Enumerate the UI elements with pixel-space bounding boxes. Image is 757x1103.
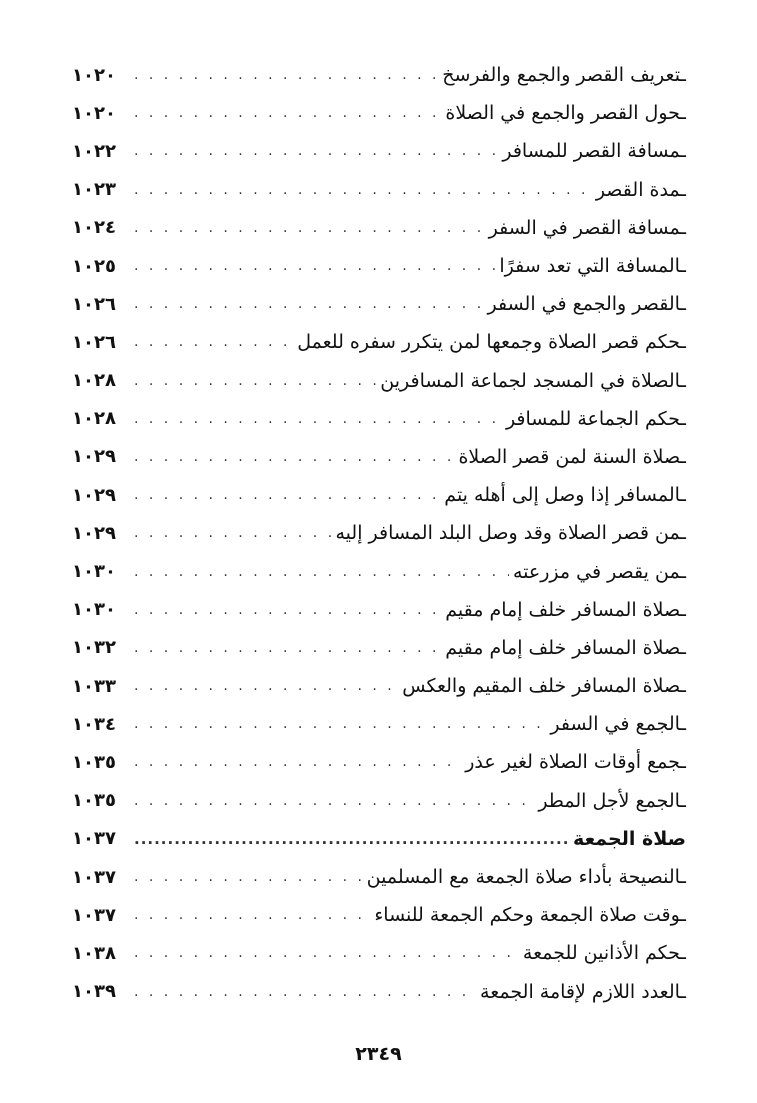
dot-leader [128,602,441,618]
dot-leader [128,830,569,848]
toc-entry-title: ـحكم الجماعة للمسافر [505,407,686,430]
dot-leader [128,67,438,83]
toc-page-number: ١٠٢٩ [72,446,116,468]
toc-section-row [72,820,686,858]
dot-leader [128,754,461,770]
toc-page-number: ١٠٣٠ [72,599,116,621]
toc-entry-title: ـصلاة المسافر خلف إمام مقيم [445,636,686,659]
toc-page-number: ١٠٣٥ [72,751,116,773]
toc-entry-title: ـجمع أوقات الصلاة لغير عذر [465,751,686,774]
toc-row [72,285,686,323]
toc-entry-title: ـحول القصر والجمع في الصلاة [445,102,686,125]
toc-entry-title: ـوقت صلاة الجمعة وحكم الجمعة للنساء [374,904,686,927]
toc-entry-title: ـمسافة القصر في السفر [488,216,686,239]
toc-page-number: ١٠٣٤ [72,713,116,735]
toc-page-number: ١٠٢٣ [72,179,116,201]
dot-leader [128,716,546,732]
dot-leader [128,487,440,503]
dot-leader [128,373,376,389]
toc-entry-title: ـالصلاة في المسجد لجماعة المسافرين [380,369,686,392]
toc-page-number: ١٠٣٨ [72,942,116,964]
page-number-footer: ٢٣٤٩ [355,1043,402,1065]
toc-entry-title: ـالمسافر إذا وصل إلى أهله يتم [444,484,686,507]
dot-leader [128,143,498,159]
toc-row [72,132,686,170]
toc-entry-title: ـمن يقصر في مزرعته [512,560,686,583]
toc-entry-title: ـحكم قصر الصلاة وجمعها لمن يتكرر سفره للعمل [297,331,686,354]
toc-row [72,476,686,514]
toc-page-number: ١٠٢٢ [72,140,116,162]
toc-page-number: ١٠٢٦ [72,293,116,315]
dot-leader [128,296,484,312]
dot-leader [128,182,592,198]
toc-entry-title: ـمسافة القصر للمسافر [502,140,686,163]
dot-leader [128,334,293,350]
toc-page-number: ١٠٢٠ [72,102,116,124]
toc-row [72,94,686,132]
toc-entry-title: ـتعريف القصر والجمع والفرسخ [442,64,686,87]
toc-page-number: ١٠٢٩ [72,484,116,506]
toc-page-number: ١٠٢٨ [72,408,116,430]
dot-leader [128,258,495,274]
toc-page-number: ١٠٢٨ [72,370,116,392]
toc-entry-title: ـالقصر والجمع في السفر [487,293,686,316]
table-of-contents [72,56,686,1011]
toc-page-number: ١٠٣٧ [72,866,116,888]
toc-row [72,438,686,476]
dot-leader [128,525,331,541]
dot-leader [128,105,441,121]
toc-row [72,934,686,972]
toc-row [72,323,686,361]
dot-leader [128,678,398,694]
toc-row [72,56,686,94]
toc-entry-title: ـصلاة المسافر خلف إمام مقيم [445,598,686,621]
dot-leader [128,220,485,236]
toc-entry-title: ـالمسافة التي تعد سفرًا [499,255,686,278]
toc-row [72,667,686,705]
toc-row [72,973,686,1011]
toc-row [72,858,686,896]
dot-leader [128,869,363,885]
toc-page-number: ١٠٣٧ [72,904,116,926]
toc-entry-title: ـمن قصر الصلاة وقد وصل البلد المسافر إليه [335,522,686,545]
toc-entry-title: ـحكم الأذانين للجمعة [522,942,686,965]
toc-entry-title: ـالجمع لأجل المطر [538,789,686,812]
toc-row [72,591,686,629]
dot-leader [128,984,476,1000]
toc-page-number: ١٠٣٧ [72,828,116,850]
dot-leader [128,640,441,656]
dot-leader [128,793,534,809]
toc-entry-title: ـصلاة المسافر خلف المقيم والعكس [402,675,686,698]
toc-row [72,552,686,590]
dot-leader [128,411,502,427]
toc-row [72,400,686,438]
toc-row [72,514,686,552]
toc-page-number: ١٠٢٦ [72,331,116,353]
dot-leader [128,907,370,923]
toc-entry-title: ـالعدد اللازم لإقامة الجمعة [480,980,686,1003]
toc-row [72,705,686,743]
toc-page-number: ١٠٣٣ [72,675,116,697]
toc-row [72,362,686,400]
toc-row [72,896,686,934]
toc-row [72,171,686,209]
dot-leader [128,449,454,465]
toc-page-number: ١٠٢٥ [72,255,116,277]
toc-page-number: ١٠٣٩ [72,981,116,1003]
dot-leader [128,564,509,580]
toc-page-number: ١٠٣٠ [72,561,116,583]
toc-row [72,782,686,820]
toc-entry-title: ـصلاة السنة لمن قصر الصلاة [458,445,686,468]
toc-page-number: ١٠٢٠ [72,64,116,86]
toc-row [72,247,686,285]
toc-page-number: ١٠٢٩ [72,522,116,544]
toc-entry-title: ـمدة القصر [595,178,686,201]
toc-page-number: ١٠٣٢ [72,637,116,659]
toc-row [72,209,686,247]
toc-row [72,629,686,667]
toc-row [72,743,686,781]
toc-page-number: ١٠٢٤ [72,217,116,239]
toc-section-heading: صلاة الجمعة [573,827,686,850]
toc-entry-title: ـالنصيحة بأداء صلاة الجمعة مع المسلمين [366,866,686,889]
toc-page-number: ١٠٣٥ [72,790,116,812]
dot-leader [128,945,519,961]
toc-entry-title: ـالجمع في السفر [550,713,686,736]
